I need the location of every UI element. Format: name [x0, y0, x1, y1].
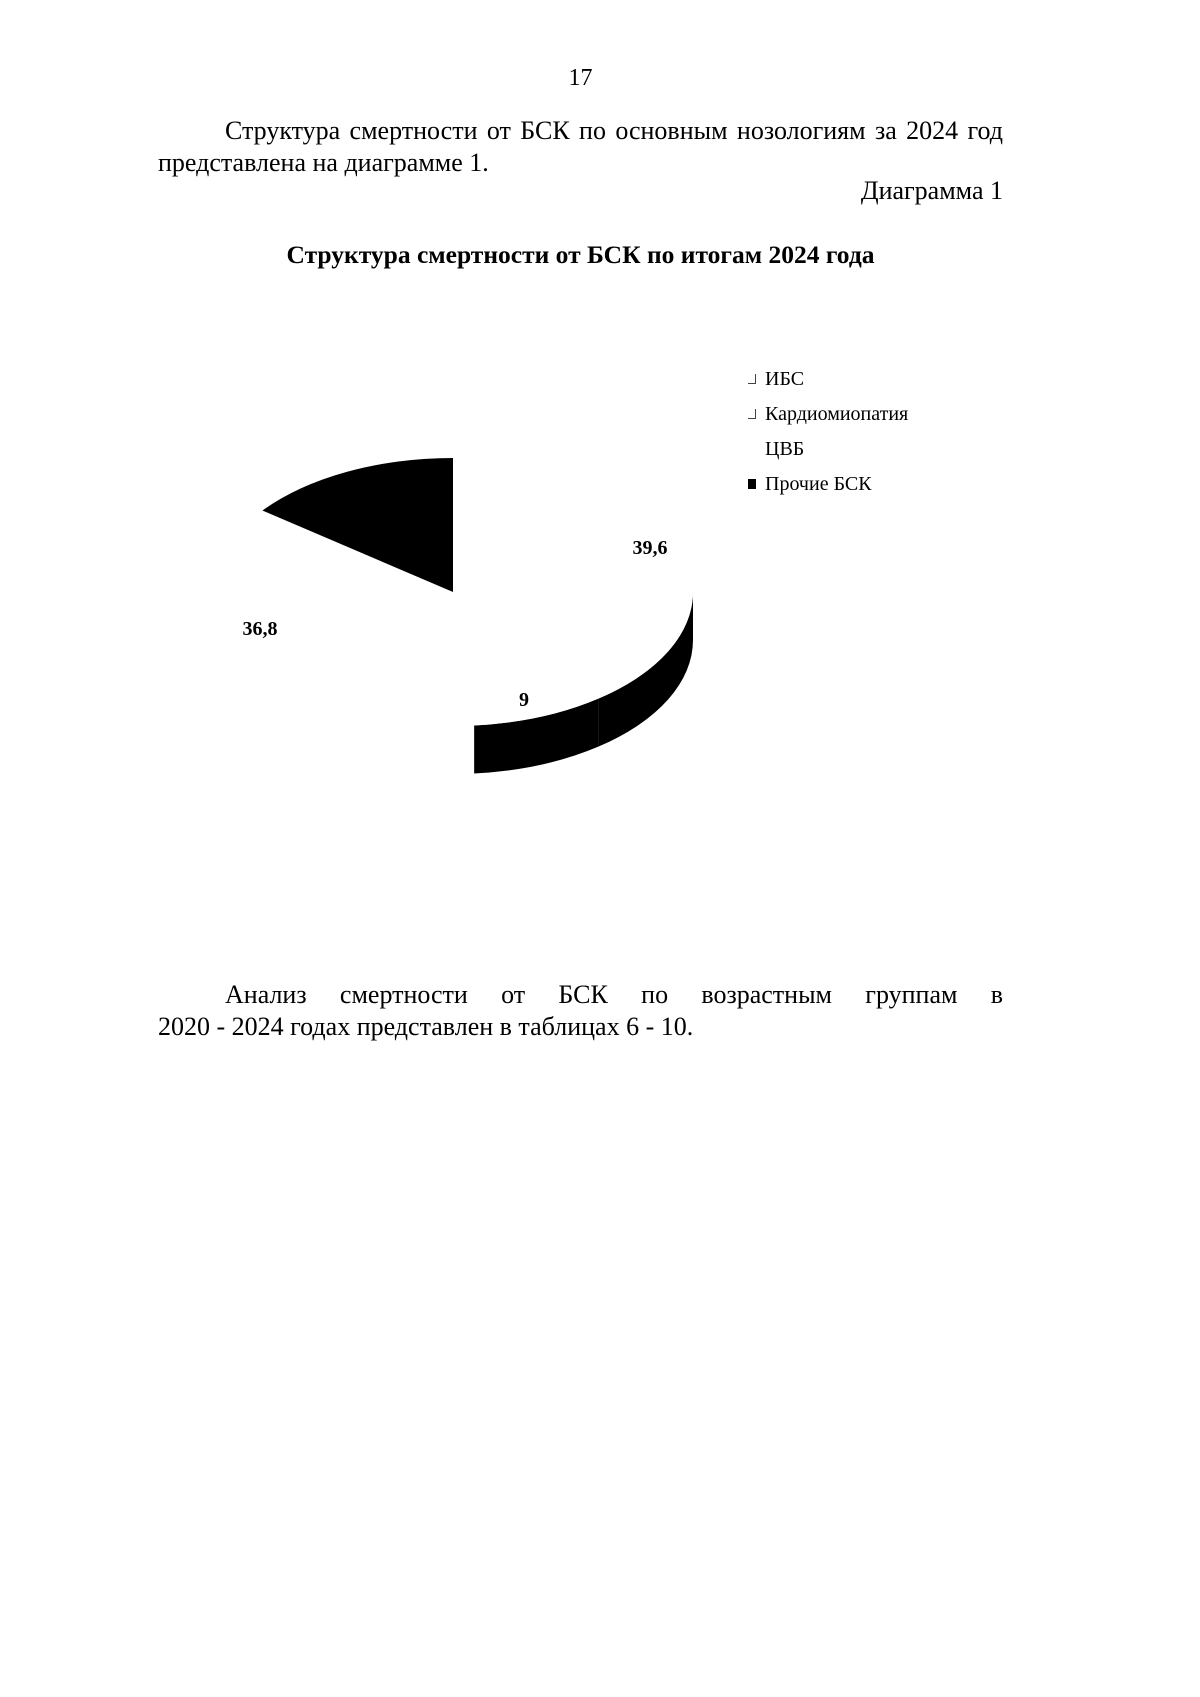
legend-label-ibs: ИБС [765, 368, 805, 390]
paragraph-2-line-1: Анализ смертности от БСК по возрастным группам в [225, 980, 1003, 1009]
figure-caption: Диаграмма 1 [860, 176, 1003, 205]
legend-item-cardiomyopathy [745, 397, 975, 432]
data-label-cvb: 36,8 [242, 618, 278, 640]
legend-marker-other-bsk [748, 479, 756, 489]
pie-chart [0, 400, 1200, 850]
legend-marker-cvb [748, 444, 756, 454]
legend-item-other-bsk [745, 467, 975, 502]
legend-marker-cardiomyopathy [748, 409, 756, 419]
chart-title: Структура смертности от БСК по итогам 2024 года [286, 240, 875, 269]
page-number: 17 [568, 65, 593, 91]
paragraph-2-line-2: 2020 - 2024 годах представлен в таблицах 6 - 10. [158, 1012, 694, 1041]
paragraph-1-line-1: Структура смертности от БСК по основным нозологиям за 2024 год [225, 116, 1003, 145]
chart-legend [745, 362, 975, 502]
legend-item-cvb [745, 432, 975, 467]
paragraph-1-line-2: представлена на диаграмме 1. [158, 148, 489, 177]
legend-label-other-bsk: Прочие БСК [765, 473, 872, 495]
data-label-ibs: 39,6 [632, 537, 668, 559]
legend-label-cvb: ЦВБ [765, 438, 805, 460]
legend-item-ibs [745, 362, 975, 397]
legend-marker-ibs [748, 374, 756, 384]
data-label-cardiomyopathy: 9 [519, 689, 529, 711]
legend-label-cardiomyopathy: Кардиомиопатия [765, 403, 909, 425]
